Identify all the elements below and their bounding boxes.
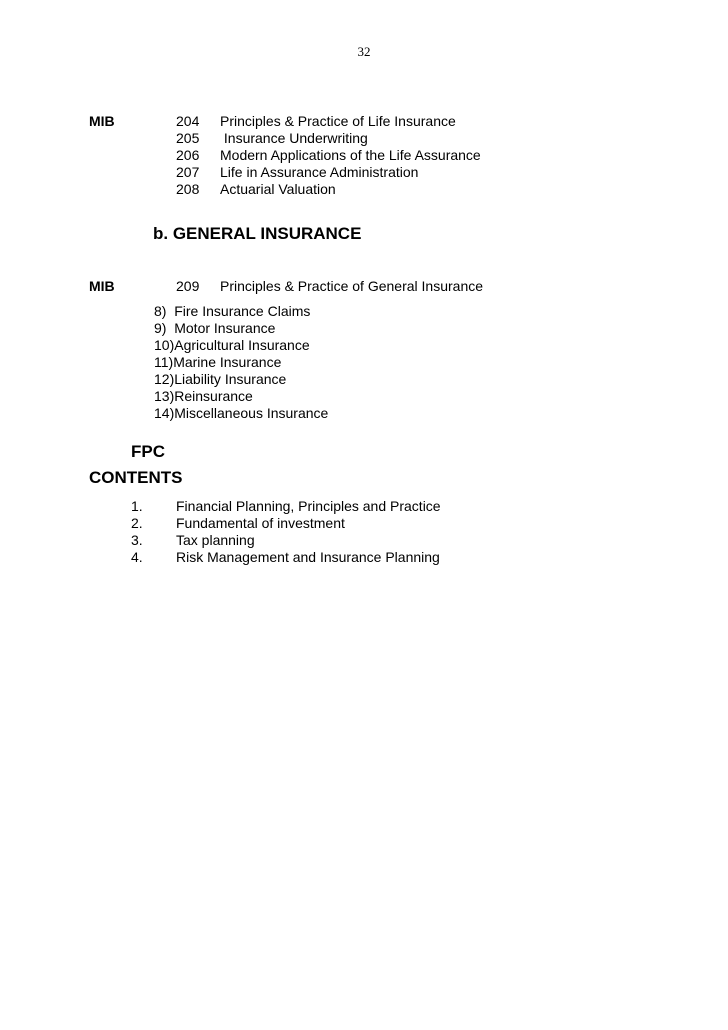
fpc-heading: FPC — [131, 442, 165, 461]
list-item: 13)Reinsurance — [154, 388, 253, 404]
course-title: Principles & Practice of General Insurance — [220, 278, 484, 294]
course-title: Insurance Underwriting — [220, 130, 368, 146]
course-code: 207 — [176, 164, 200, 180]
contents-item — [131, 532, 255, 549]
course-code: 205 — [176, 130, 200, 146]
course-title: Life in Assurance Administration — [220, 164, 419, 180]
course-title: Modern Applications of the Life Assurance — [220, 147, 481, 163]
contents-heading: CONTENTS — [89, 468, 183, 487]
contents-number: 1. — [131, 498, 143, 514]
course-row — [176, 147, 481, 164]
course-code: 204 — [176, 113, 200, 129]
general-insurance-heading: b. GENERAL INSURANCE — [153, 224, 362, 243]
list-item: 10)Agricultural Insurance — [154, 337, 310, 353]
course-row — [176, 278, 484, 295]
contents-item — [131, 515, 345, 532]
list-item: 14)Miscellaneous Insurance — [154, 405, 329, 421]
course-code: 209 — [176, 278, 200, 294]
contents-number: 3. — [131, 532, 143, 548]
course-row — [176, 181, 336, 198]
course-row — [176, 113, 456, 130]
contents-number: 2. — [131, 515, 143, 531]
contents-text: Financial Planning, Principles and Practice — [176, 498, 441, 514]
course-title: Actuarial Valuation — [220, 181, 336, 197]
page-number: 32 — [357, 44, 371, 59]
list-item: 12)Liability Insurance — [154, 371, 287, 387]
contents-number: 4. — [131, 549, 143, 565]
list-item: 8) Fire Insurance Claims — [154, 303, 311, 319]
course-code: 208 — [176, 181, 200, 197]
contents-text: Risk Management and Insurance Planning — [176, 549, 440, 565]
contents-item — [131, 549, 440, 566]
course-code: 206 — [176, 147, 200, 163]
list-item: 11)Marine Insurance — [154, 354, 282, 370]
contents-text: Fundamental of investment — [176, 515, 345, 531]
contents-text: Tax planning — [176, 532, 255, 548]
course-title: Principles & Practice of Life Insurance — [220, 113, 456, 129]
course-row — [176, 164, 419, 181]
course-row — [176, 130, 368, 147]
general-section-label: MIB — [89, 278, 115, 294]
list-item: 9) Motor Insurance — [154, 320, 276, 336]
contents-item — [131, 498, 441, 515]
life-section-label: MIB — [89, 113, 115, 129]
